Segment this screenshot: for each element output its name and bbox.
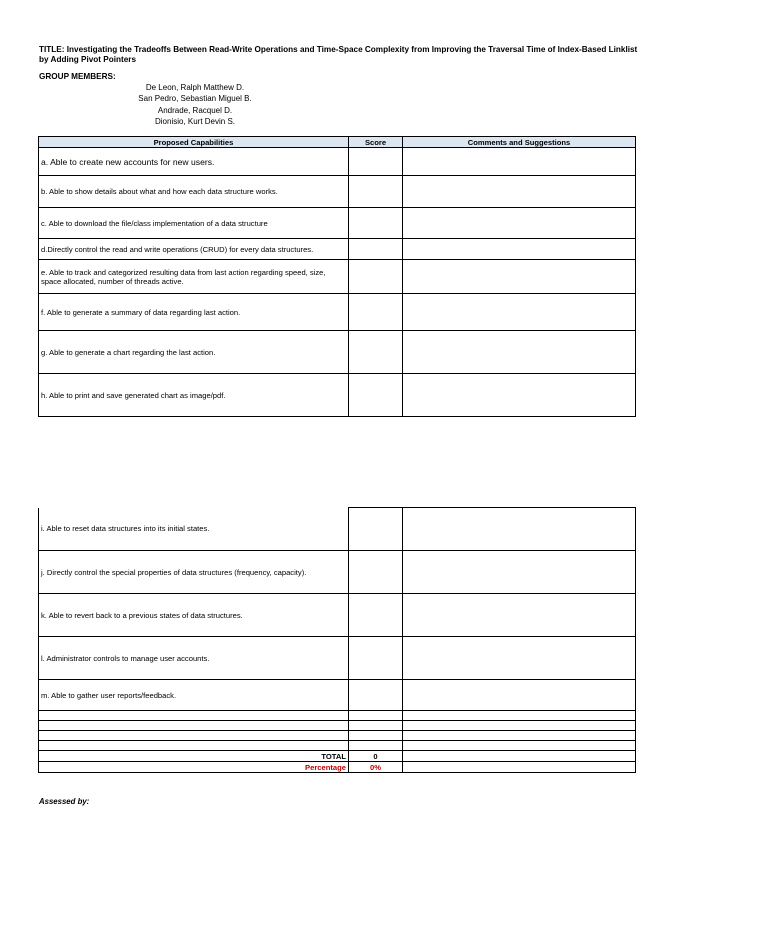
- table-row: [39, 374, 636, 417]
- comment-cell[interactable]: [403, 148, 636, 176]
- score-cell[interactable]: [349, 551, 403, 594]
- score-cell[interactable]: [349, 594, 403, 637]
- comment-cell[interactable]: [403, 260, 636, 294]
- document-title: TITLE: Investigating the Tradeoffs Between Read-Write Operations and Time-Space Complexity from Improving the Traversal Time of Index-Based Linklist by Adding Pivot Pointers: [39, 45, 638, 64]
- score-cell[interactable]: [349, 374, 403, 417]
- percentage-value: 0%: [349, 762, 403, 773]
- capability-cell: b. Able to show details about what and how each data structure works.: [39, 176, 349, 208]
- score-cell[interactable]: [349, 637, 403, 680]
- score-cell[interactable]: [349, 680, 403, 711]
- comment-cell[interactable]: [403, 551, 636, 594]
- assessed-by-label: Assessed by:: [39, 797, 90, 806]
- table-row: [39, 239, 636, 260]
- capability-cell: j. Directly control the special properties of data structures (frequency, capacity).: [39, 551, 349, 594]
- member-name: Dionisio, Kurt Devin S.: [154, 117, 236, 127]
- capability-cell: d.Directly control the read and write operations (CRUD) for every data structures.: [39, 239, 349, 260]
- comment-cell[interactable]: [403, 374, 636, 417]
- capability-cell: k. Able to revert back to a previous states of data structures.: [39, 594, 349, 637]
- table-row: [39, 551, 636, 594]
- percentage-label: Percentage: [39, 762, 349, 773]
- capability-cell: c. Able to download the file/class implementation of a data structure: [39, 208, 349, 239]
- group-members-label: GROUP MEMBERS:: [39, 72, 116, 81]
- comment-cell[interactable]: [403, 762, 636, 773]
- member-name: San Pedro, Sebastian Miguel B.: [138, 94, 252, 104]
- capabilities-table-top: [38, 136, 636, 417]
- empty-row: [39, 721, 636, 731]
- score-cell[interactable]: [349, 508, 403, 551]
- table-row: [39, 508, 636, 551]
- capability-cell: i. Able to reset data structures into its initial states.: [39, 508, 349, 551]
- table-row: [39, 637, 636, 680]
- score-cell[interactable]: [349, 294, 403, 331]
- capability-cell: m. Able to gather user reports/feedback.: [39, 680, 349, 711]
- header-score: Score: [349, 137, 403, 148]
- comment-cell[interactable]: [403, 239, 636, 260]
- score-cell[interactable]: [349, 260, 403, 294]
- total-label: TOTAL: [39, 751, 349, 762]
- comment-cell[interactable]: [403, 508, 636, 551]
- score-cell[interactable]: [349, 239, 403, 260]
- empty-row: [39, 731, 636, 741]
- table-row: [39, 331, 636, 374]
- comment-cell[interactable]: [403, 331, 636, 374]
- header-comments: Comments and Suggestions: [403, 137, 636, 148]
- capabilities-table-bottom: [38, 507, 636, 773]
- table-header-row: [39, 137, 636, 148]
- table-row: [39, 148, 636, 176]
- table-row: [39, 208, 636, 239]
- capability-cell: g. Able to generate a chart regarding the last action.: [39, 331, 349, 374]
- header-capabilities: Proposed Capabilities: [39, 137, 349, 148]
- percentage-row: [39, 762, 636, 773]
- capability-cell: f. Able to generate a summary of data regarding last action.: [39, 294, 349, 331]
- table-row: [39, 176, 636, 208]
- capability-cell: l. Administrator controls to manage user accounts.: [39, 637, 349, 680]
- table-row: [39, 294, 636, 331]
- score-cell[interactable]: [349, 208, 403, 239]
- score-cell[interactable]: [349, 148, 403, 176]
- comment-cell[interactable]: [403, 680, 636, 711]
- table-row: [39, 680, 636, 711]
- capability-cell: e. Able to track and categorized resulting data from last action regarding speed, size, space allocated, number of threads active.: [39, 260, 349, 294]
- capability-cell: h. Able to print and save generated chart as image/pdf.: [39, 374, 349, 417]
- members-list: [120, 82, 270, 128]
- empty-row: [39, 741, 636, 751]
- member-name: Andrade, Racquel D.: [157, 105, 233, 115]
- total-row: [39, 751, 636, 762]
- member-name: De Leon, Ralph Matthew D.: [145, 83, 245, 92]
- comment-cell[interactable]: [403, 208, 636, 239]
- total-value: 0: [349, 751, 403, 762]
- empty-row: [39, 711, 636, 721]
- score-cell[interactable]: [349, 176, 403, 208]
- table-row: [39, 594, 636, 637]
- table-row: [39, 260, 636, 294]
- comment-cell[interactable]: [403, 176, 636, 208]
- comment-cell[interactable]: [403, 637, 636, 680]
- capability-cell: a. Able to create new accounts for new users.: [39, 148, 349, 176]
- comment-cell[interactable]: [403, 594, 636, 637]
- score-cell[interactable]: [349, 331, 403, 374]
- comment-cell[interactable]: [403, 294, 636, 331]
- comment-cell[interactable]: [403, 751, 636, 762]
